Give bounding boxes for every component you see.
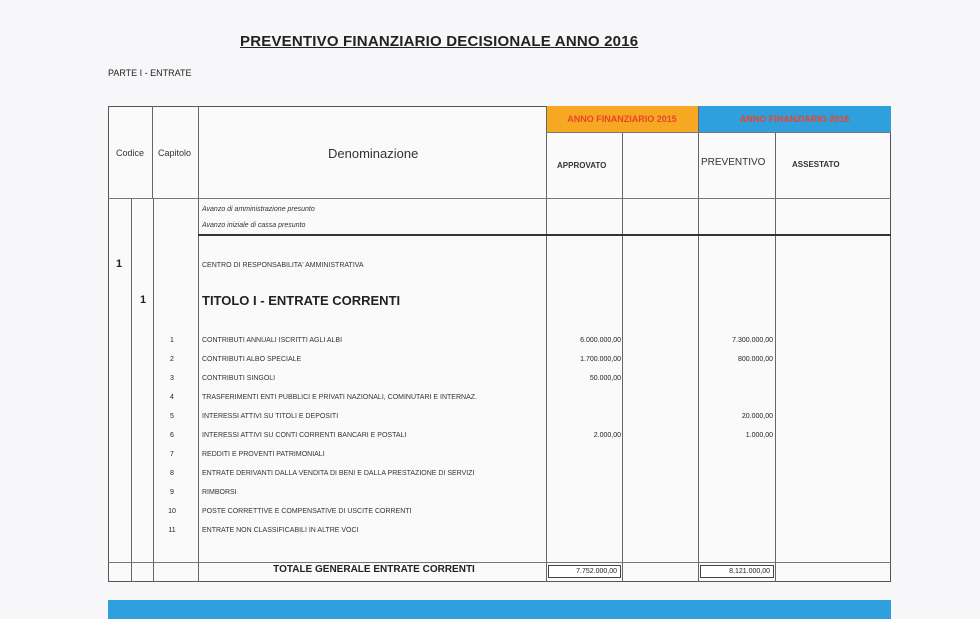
row-denomination: TRASFERIMENTI ENTI PUBBLICI E PRIVATI NAZIONALI, COMINUTARI E INTERNAZ.	[202, 394, 477, 401]
row-preventivo: 20.000,00	[741, 413, 773, 420]
row-denomination: REDDITI E PROVENTI PATRIMONIALI	[202, 451, 325, 458]
grid-line	[622, 132, 623, 582]
year-2015-header: ANNO FINANZIARIO 2015	[546, 106, 698, 132]
year-2016-header: ANNO FINANZIARIO 2016	[698, 106, 891, 132]
section-subtitle: PARTE I - ENTRATE	[108, 68, 192, 78]
titolo-code: 1	[140, 294, 147, 306]
document-title: PREVENTIVO FINANZIARIO DECISIONALE ANNO 2016	[240, 33, 639, 50]
row-approvato: 2.000,00	[593, 432, 621, 439]
row-approvato: 1.700.000,00	[580, 356, 621, 363]
row-number: 9	[170, 489, 174, 496]
totale-preventivo: 8.121.000,00	[700, 565, 774, 578]
row-number: 4	[170, 394, 174, 401]
row-denomination: ENTRATE DERIVANTI DALLA VENDITA DI BENI E DALLA PRESTAZIONE DI SERVIZI	[202, 470, 475, 477]
row-denomination: CONTRIBUTI ANNUALI ISCRITTI AGLI ALBI	[202, 337, 343, 344]
row-number: 11	[168, 527, 176, 534]
row-denomination: CONTRIBUTI ALBO SPECIALE	[202, 356, 302, 363]
row-denomination: CONTRIBUTI SINGOLI	[202, 375, 276, 382]
assestato-header: ASSESTATO	[792, 160, 840, 169]
centro-code: 1	[116, 258, 123, 270]
row-denomination: POSTE CORRETTIVE E COMPENSATIVE DI USCITE CORRENTI	[202, 508, 412, 515]
row-number: 6	[170, 432, 174, 439]
row-preventivo: 800.000,00	[737, 356, 773, 363]
grid-line	[108, 198, 891, 199]
row-number: 1	[170, 337, 174, 344]
row-denomination: RIMBORSI	[202, 489, 237, 496]
grid-line	[775, 132, 776, 582]
row-number: 2	[170, 356, 174, 363]
avanzo-amministrazione: Avanzo di amministrazione presunto	[202, 206, 315, 213]
row-approvato: 6.000.000,00	[580, 337, 621, 344]
row-number: 10	[168, 508, 176, 515]
row-approvato: 50.000,00	[589, 375, 621, 382]
footer-band	[108, 600, 891, 619]
row-denomination: ENTRATE NON CLASSIFICABILI IN ALTRE VOCI	[202, 527, 359, 534]
grid-line	[153, 198, 154, 582]
totale-approvato: 7.752.000,00	[548, 565, 621, 578]
grid-line	[546, 106, 547, 582]
row-preventivo: 7.300.000,00	[732, 337, 773, 344]
grid-line	[198, 234, 891, 236]
row-number: 8	[170, 470, 174, 477]
centro-label: CENTRO DI RESPONSABILITA' AMMINISTRATIVA	[202, 262, 364, 269]
denominazione-header: Denominazione	[328, 146, 419, 161]
avanzo-cassa: Avanzo iniziale di cassa presunto	[202, 222, 306, 229]
grid-line	[698, 106, 699, 582]
codice-header: Codice	[116, 148, 145, 158]
capitolo-header: Capitolo	[158, 148, 192, 158]
totale-label: TOTALE GENERALE ENTRATE CORRENTI	[273, 564, 475, 575]
approvato-header: APPROVATO	[557, 161, 607, 170]
row-denomination: INTERESSI ATTIVI SU TITOLI E DEPOSITI	[202, 413, 339, 420]
row-number: 7	[170, 451, 174, 458]
row-preventivo: 1.000,00	[745, 432, 773, 439]
row-denomination: INTERESSI ATTIVI SU CONTI CORRENTI BANCARI E POSTALI	[202, 432, 407, 439]
grid-line	[108, 562, 891, 563]
row-number: 5	[170, 413, 174, 420]
grid-line	[198, 106, 199, 582]
preventivo-header: PREVENTIVO	[701, 157, 766, 168]
row-number: 3	[170, 375, 174, 382]
grid-line	[131, 198, 132, 582]
grid-line	[152, 106, 153, 198]
titolo-label: TITOLO I - ENTRATE CORRENTI	[202, 293, 401, 308]
grid-line	[546, 132, 891, 133]
